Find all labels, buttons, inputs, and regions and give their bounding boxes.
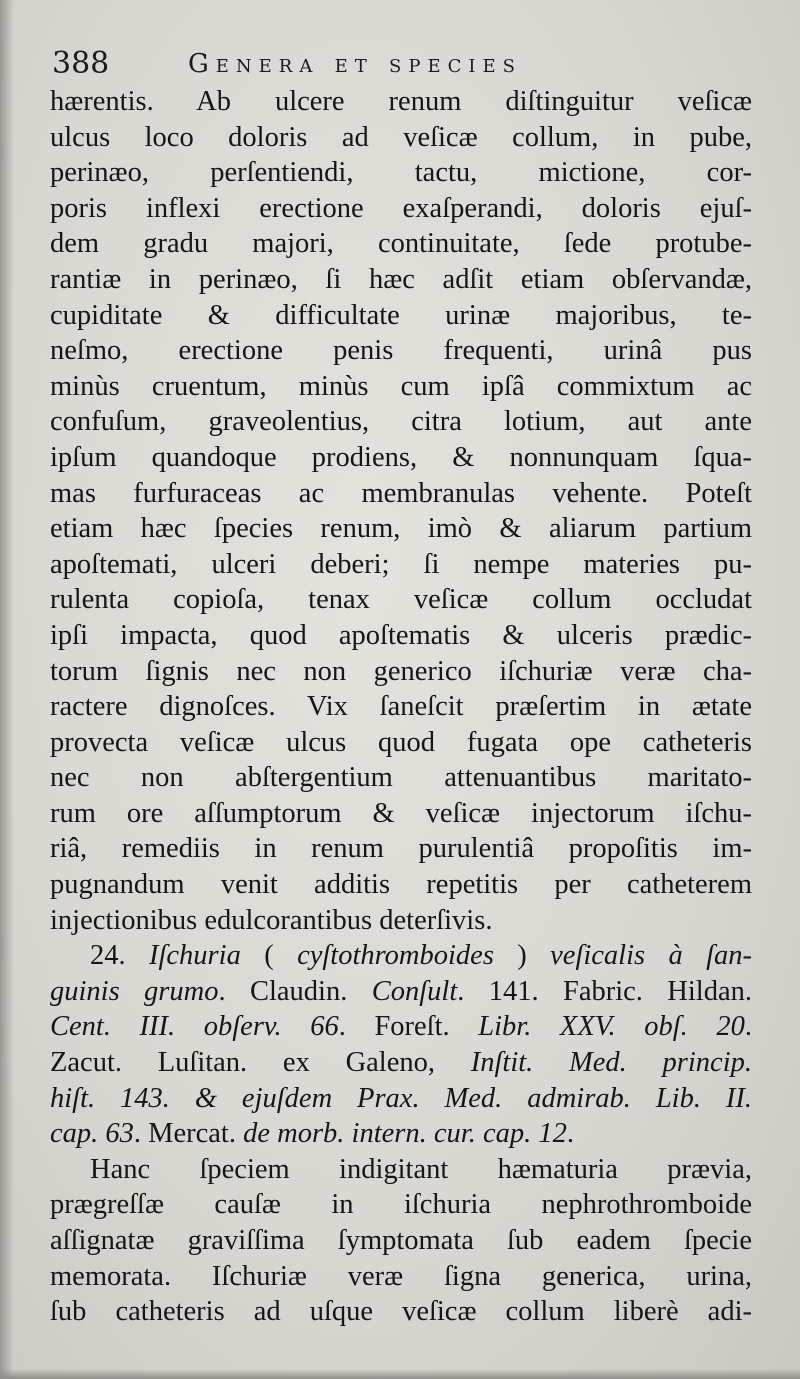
body-text [50, 84, 752, 1330]
italic-text: guinis grumo [50, 975, 219, 1007]
text-line: ractere dignoſces. Vix ſaneſcit præſertim in ætate [50, 691, 752, 723]
roman-text: . Foreſt. [338, 1011, 479, 1043]
text-line: neſmo, erectione penis frequenti, urinâ pus [50, 335, 752, 367]
page-number: 388 [52, 46, 110, 81]
text-line [50, 938, 752, 974]
roman-text: . Mercat. [133, 1118, 244, 1150]
roman-text: . [566, 1118, 574, 1150]
italic-text: Cent. III. obſerv. 66 [50, 1011, 339, 1043]
text-line: ſub catheteris ad uſque veſicæ collum liberè adi- [50, 1296, 752, 1328]
text-line: perinæo, perſentiendi, tactu, mictione, cor- [50, 157, 752, 189]
text-line: ulcus loco doloris ad veſicæ collum, in pube, [50, 121, 752, 153]
text-line: hærentis. Ab ulcere renum diſtinguitur veſicæ [50, 86, 752, 117]
text-line: Hanc ſpeciem indigitant hæmaturia prævia, [90, 1153, 752, 1185]
roman-text: 24. [90, 940, 149, 972]
text-line: poris inflexi erectione exaſperandi, doloris ejuſ- [50, 192, 752, 224]
text-line: cupiditate & difficultate urinæ majoribus, te- [50, 299, 752, 331]
text-line: injectionibus edulcorantibus deterſivis. [50, 904, 493, 936]
text-line [50, 1116, 752, 1152]
italic-text: hiſt. 143. & ejuſdem Prax. Med. admirab. Lib. II. [50, 1082, 752, 1114]
italic-text: Iſchuria [149, 940, 265, 972]
text-line: ipſum quandoque prodiens, & nonnunquam ſqua- [50, 441, 752, 473]
text-line: nec non abſtergentium attenuantibus maritato- [50, 762, 752, 794]
text-line [50, 1009, 752, 1045]
roman-text: . Claudin. [218, 975, 372, 1007]
text-line: etiam hæc ſpecies renum, imò & aliarum partium [50, 513, 752, 545]
roman-text: ( [264, 940, 298, 972]
text-line: memorata. Iſchuriæ veræ ſigna generica, urina, [50, 1260, 752, 1292]
italic-text: veſicalis à ſan- [550, 940, 752, 972]
italic-text: cyſtothromboides [297, 940, 494, 972]
text-line: confuſum, graveolentius, citra lotium, aut ante [50, 406, 752, 438]
roman-text: ) [493, 940, 551, 972]
page-header [52, 44, 752, 84]
text-line: torum ſignis nec non generico iſchuriæ veræ cha- [50, 655, 752, 687]
italic-text: Conſult [371, 975, 458, 1007]
text-line: riâ, remediis in renum purulentiâ propoſitis im- [50, 833, 752, 865]
text-line: rulenta copioſa, tenax veſicæ collum occludat [50, 584, 752, 616]
roman-text: Zacut. Luſitan. ex Galeno, [50, 1047, 471, 1079]
text-line: aſſignatæ graviſſima ſymptomata ſub eadem ſpecie [50, 1225, 752, 1256]
text-line [50, 974, 752, 1010]
italic-text: de morb. intern. cur. cap. 12 [243, 1118, 567, 1150]
text-line: rantiæ in perinæo, ſi hæc adſit etiam obſervandæ, [50, 263, 752, 295]
running-head: Genera et species [188, 49, 522, 79]
text-line: ipſi impacta, quod apoſtematis & ulceris prædic- [50, 619, 752, 651]
text-line: minùs cruentum, minùs cum ipſâ commixtum ac [50, 370, 752, 402]
italic-text: cap. 63 [50, 1118, 134, 1150]
roman-text: . [744, 1011, 752, 1043]
text-line: mas furfuraceas ac membranulas vehente. Poteſt [50, 477, 752, 509]
text-line: dem gradu majori, continuitate, ſede protube- [50, 228, 752, 260]
text-line: rum ore aſſumptorum & veſicæ injectorum iſchu- [50, 797, 752, 829]
text-line: provecta veſicæ ulcus quod fugata ope catheteris [50, 726, 752, 758]
text-line [50, 1045, 752, 1081]
text-line: apoſtemati, ulceri deberi; ſi nempe materies pu- [50, 548, 752, 580]
text-line: pugnandum venit additis repetitis per catheterem [50, 869, 752, 901]
text-line: prægreſſæ cauſæ in iſchuria nephrothromboide [50, 1189, 752, 1221]
italic-text: Libr. XXV. obſ. 20 [478, 1011, 745, 1043]
text-line [50, 1081, 752, 1117]
italic-text: Inſtit. Med. princip. [470, 1047, 752, 1079]
roman-text: . 141. Fabric. Hildan. [457, 975, 752, 1007]
